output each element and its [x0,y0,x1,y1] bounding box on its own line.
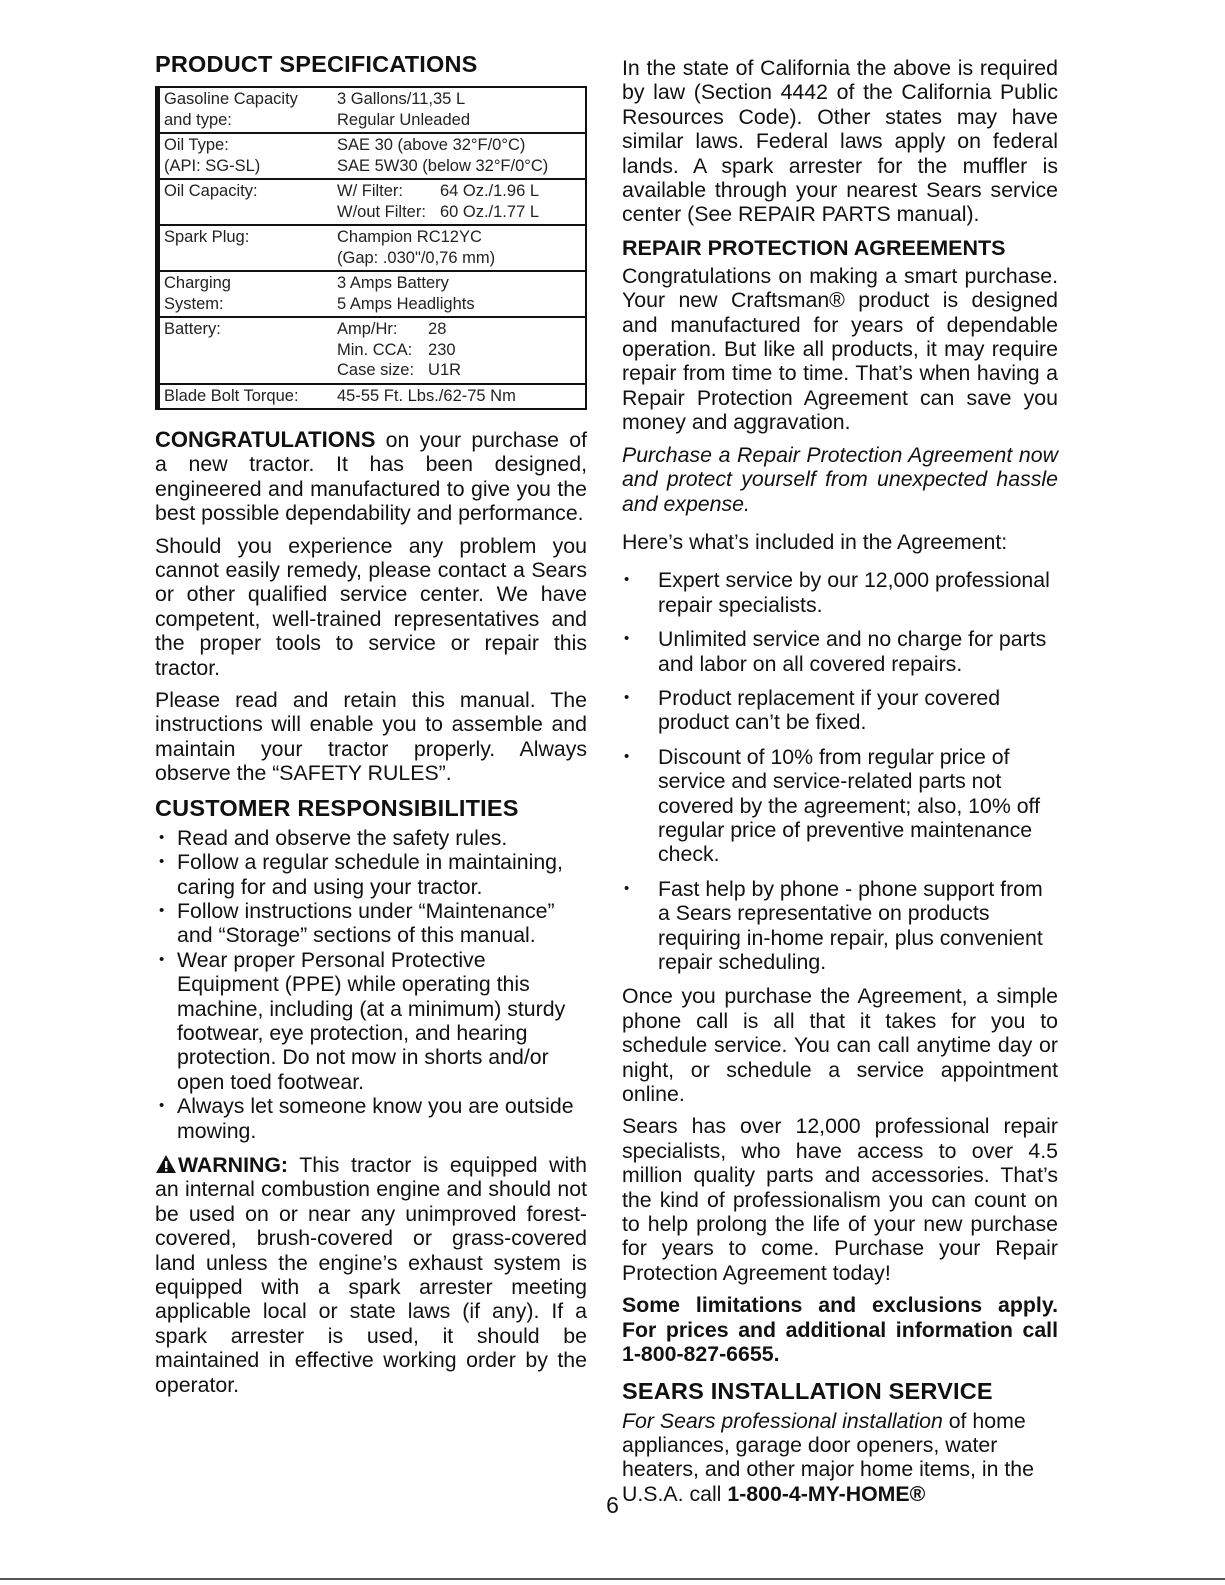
list-item: • Always let someone know you are outside mowing. [155,1094,587,1143]
spec-label-line: Blade Bolt Torque: [164,386,299,405]
list-item: • Product replacement if your covered product can’t be fixed. [622,686,1058,735]
spec-row-oil-capacity [160,180,585,226]
repair-protection-title: REPAIR PROTECTION AGREEMENTS [622,235,1006,260]
service-paragraph: Should you experience any problem you cannot easily remedy, please contact a Sears or other qualified service center. We have competent, well-trained representatives and the proper tools to service or repair this tractor. [155,533,587,680]
installation-service-title: SEARS INSTALLATION SERVICE [622,1377,993,1404]
installation-text: of home appliances, garage door openers, water heaters, and other major home items, in the U.S.A. call [622,1408,1034,1506]
spec-value: 3 Amps Battery [337,274,449,292]
right-column [622,56,1058,1514]
warning-lead: WARNING: [178,1152,289,1177]
warning-text: This tractor is equipped with an internal combustion engine and should not be used on or near any unimproved forest-covered, brush-covered or grass-covered land unless the engine’s exhaust system is equipped with a spark arrester meeting applicable local or state laws (if any). If a spark arrester is used, it should be maintained in effective working order by the operator. [155,1152,587,1397]
spec-values [337,386,581,407]
spec-row-battery [160,318,585,385]
spec-value: (Gap: .030"/0,76 mm) [337,248,496,267]
spec-label-line: Battery: [164,320,221,338]
list-item: • Follow instructions under “Maintenance” and “Storage” sections of this manual. [155,899,587,948]
spec-row-oil-type [160,134,585,180]
list-item: • Follow a regular schedule in maintaining, caring for and using your tractor. [155,850,587,899]
congratulations-text: on your purchase of a new tractor. It has been designed, engineered and manufactured to give you the best possible dependability and performance. [155,428,587,526]
spec-label-line: and type: [164,110,232,129]
spec-label-line: Spark Plug: [164,228,250,246]
repair-italic-paragraph: Purchase a Repair Protection Agreement now and protect yourself from unexpected hassle and expense. [622,442,1058,516]
agreement-list [622,568,1058,974]
installation-phone: 1-800-4-MY-HOME® [727,1481,926,1506]
responsibilities-list [155,826,587,1143]
bottom-rule [0,1578,1225,1580]
spec-label-line: (API: SG-SL) [164,156,261,175]
customer-responsibilities-title: CUSTOMER RESPONSIBILITIES [155,794,519,821]
spec-label [164,273,337,314]
spec-values [337,227,581,268]
list-item: • Wear proper Personal Protective Equipment (PPE) while operating this machine, including (at a minimum) sturdy footwear, eye protection, and hearing protection. Do not mow in shorts and/or open toed footwear. [155,948,587,1094]
spec-row-charging [160,272,585,318]
spec-label-line: Gasoline Capacity [164,90,298,108]
list-item: • Expert service by our 12,000 professional repair specialists. [622,568,1058,617]
spec-values [337,319,581,381]
spec-sub-label: W/out Filter: [337,202,426,221]
spec-label [164,135,337,176]
spec-sub-value: 230 [428,340,456,359]
spec-sub-label: Amp/Hr: [337,320,398,338]
california-paragraph: In the state of California the above is required by law (Section 4442 of the California Public Resources Code). Other states may have similar laws. Federal laws apply on federal lands. A spark arrester for the muffler is available through your nearest Sears service center (See REPAIR PARTS manual). [622,56,1058,227]
spec-sub-value: 28 [428,320,447,338]
spec-value: SAE 30 (above 32°F/0°C) [337,136,526,154]
spec-label-line: Oil Type: [164,136,229,154]
repair-intro-paragraph: Congratulations on making a smart purchase. Your new Craftsman® product is designed and manufactured for years of dependable operation. But like all products, it may require repair from time to time. That’s when having a Repair Protection Agreement can save you money and aggravation. [622,263,1058,435]
specialists-paragraph: Sears has over 12,000 professional repair specialists, who have access to over 4.5 million quality parts and accessories. That’s the kind of professionalism you can count on to help prolong the life of your new purchase for years to come. Purchase your Repair Protection Agreement today! [622,1114,1058,1285]
spec-value: Champion RC12YC [337,228,482,246]
spec-value: 3 Gallons/11,35 L [337,90,466,108]
list-item: • Read and observe the safety rules. [155,826,587,850]
congratulations-paragraph [155,428,587,526]
spec-label [164,89,337,130]
limitations-paragraph: Some limitations and exclusions apply. For prices and additional information call 1-800-827-6655. [622,1293,1058,1367]
spec-sub-label: W/ Filter: [337,182,403,200]
spec-label-line: Charging [164,274,231,292]
spec-values [337,89,581,130]
installation-italic: For Sears professional installation [622,1408,943,1433]
spec-value: Regular Unleaded [337,110,471,129]
included-paragraph: Here’s what’s included in the Agreement: [622,529,1008,554]
spec-values [337,181,581,222]
product-specifications-title: PRODUCT SPECIFICATIONS [155,51,478,77]
spec-row-gasoline [160,88,585,134]
spec-label [164,319,337,381]
spec-values [337,273,581,314]
list-item: • Fast help by phone - phone support from a Sears representative on products requiring in-home repair, plus convenient repair scheduling. [622,877,1058,975]
spec-label [164,181,337,222]
manual-paragraph: Please read and retain this manual. The instructions will enable you to assemble and maintain your tractor properly. Always observe the “SAFETY RULES”. [155,688,587,786]
spec-label-line: Oil Capacity: [164,182,258,200]
warning-paragraph [155,1153,587,1397]
congratulations-lead: CONGRATULATIONS [155,427,376,452]
spec-value: 45-55 Ft. Lbs./62-75 Nm [337,386,516,405]
spec-sub-label: Case size: [337,361,415,379]
schedule-paragraph: Once you purchase the Agreement, a simple phone call is all that it takes for you to schedule service. You can call anytime day or night, or schedule a service appointment online. [622,984,1058,1107]
warning-triangle-icon [155,1154,177,1174]
page-number: 6 [606,1492,619,1518]
spec-row-blade-bolt [160,385,585,409]
spec-sub-value: 60 Oz./1.77 L [439,202,540,221]
spec-label [164,227,337,268]
spec-sub-label: Min. CCA: [337,340,413,359]
spec-value: 5 Amps Headlights [337,294,475,313]
spec-sub-value: 64 Oz./1.96 L [439,182,540,200]
spec-row-spark-plug [160,226,585,272]
list-item: • Discount of 10% from regular price of service and service-related parts not covered by the agreement; also, 10% off regular price of preventive maintenance check. [622,745,1058,867]
spec-label [164,386,337,407]
left-column [155,50,587,1405]
spec-values [337,135,581,176]
spec-label-line: System: [164,294,224,313]
spec-value: SAE 5W30 (below 32°F/0°C) [337,156,549,175]
spec-table [155,86,587,410]
spec-sub-value: U1R [428,361,462,379]
list-item: • Unlimited service and no charge for parts and labor on all covered repairs. [622,627,1058,676]
